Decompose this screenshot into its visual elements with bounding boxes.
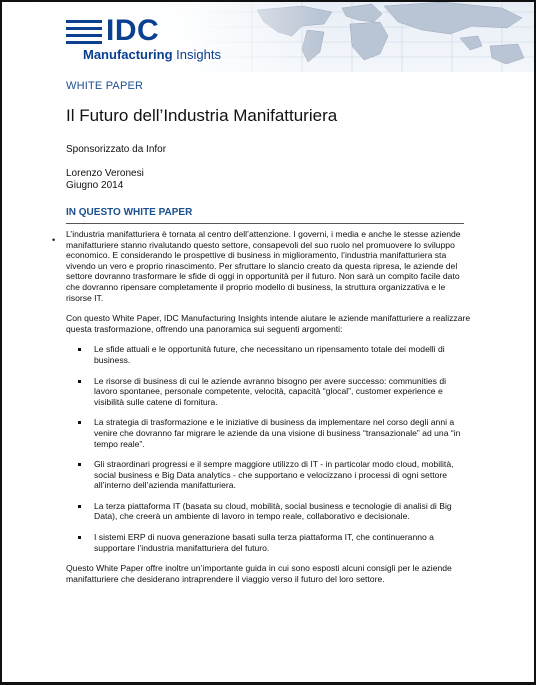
list-item: Le sfide attuali e le opportunità future, che necessitano un ripensamento totale dei modelli di business.: [84, 344, 471, 365]
document-type-label: WHITE PAPER: [66, 80, 144, 92]
closing-paragraph: Questo White Paper offre inoltre un’importante guida in cui sono esposti alcuni consigli per le aziende manifatturiere che desiderano intraprendere il viaggio verso il futuro del loro settore.: [66, 563, 452, 584]
manufacturing-insights-wordmark: [83, 48, 221, 62]
section-title: IN QUESTO WHITE PAPER: [66, 207, 193, 218]
list-item: I sistemi ERP di nuova generazione basati sulla terza piattaforma IT, che continueranno a supportare l’industria manifatturiera del futuro.: [84, 532, 471, 553]
section-heading: [66, 202, 464, 224]
topics-list: [66, 344, 471, 553]
intro-paragraph: L’industria manifatturiera è tornata al centro dell’attenzione. I governi, i media e anche le stesse aziende manifatturiere stanno rivalutando questo settore, consapevoli del suo ruolo nel promuovere lo sviluppo economico. E considerando le prospettive di business in miglioramento, l’industria manifatturiera sta vivendo un vero e proprio rinascimento. Per sfruttare lo slancio creato da questa ripresa, le aziende del settore dovranno trasformare le sfide di oggi in opportunità per il futuro. Non sarà un compito facile dato che dovranno ripensare completamente il proprio modello di business, la struttura organizzativa e le risorse IT.: [66, 229, 461, 303]
margin-dot-icon: •: [52, 235, 56, 245]
list-item: La terza piattaforma IT (basata su cloud, mobilità, social business e tecnologie di analisi di Big Data), che creerà un ambiente di lavoro in tempo reale, collaborativo e decisionale.: [84, 501, 471, 522]
idc-logo-text: IDC: [106, 14, 160, 47]
logo-sub-rest: Insights: [172, 47, 221, 62]
logo-sub-bold: Manufacturing: [83, 47, 173, 62]
lead-paragraph: Con questo White Paper, IDC Manufacturing Insights intende aiutare le aziende manifatturiere a realizzare questa trasformazione, offrendo una panoramica sui seguenti argomenti:: [66, 313, 471, 334]
publication-date: Giugno 2014: [66, 180, 124, 191]
sponsor-line: Sponsorizzato da Infor: [66, 144, 167, 155]
document-body: [66, 229, 471, 594]
idc-logo-mark-icon: [66, 20, 102, 44]
author-block: [66, 168, 466, 192]
list-item: Gli straordinari progressi e il sempre maggiore utilizzo di IT - in particolar modo cloud, mobilità, social business e Big Data analytics - che supportano e velocizzano i processi di ogni settore all’interno dell’azienda manifatturiera.: [84, 459, 471, 491]
document-meta: [66, 80, 466, 192]
header-banner: [2, 2, 534, 72]
list-item: Le risorse di business di cui le aziende avranno bisogno per avere successo: communities di lavoro spontanee, personale competente, velocità, capacità “glocal”, customer experience e visibilità sulle catene di fornitura.: [84, 376, 471, 408]
document-title: Il Futuro dell’Industria Manifatturiera: [66, 106, 338, 125]
list-item: La strategia di trasformazione e le iniziative di business da implementare nel corso degli anni a venire che dovranno far migrare le aziende da una visione di business “transazionale” ad una “in tempo reale”.: [84, 417, 471, 449]
author-name: Lorenzo Veronesi: [66, 168, 144, 179]
